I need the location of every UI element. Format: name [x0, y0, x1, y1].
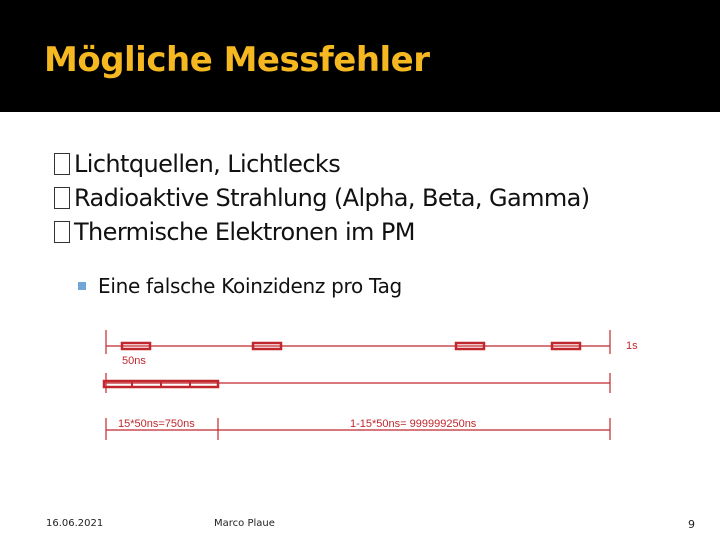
label-rest-time: 1-15*50ns= 999999250ns [350, 418, 477, 430]
slide-title: Mögliche Messfehler [44, 40, 430, 80]
bullet-text: Lichtquellen, Lichtlecks [74, 150, 341, 178]
footer-date: 16.06.2021 [46, 518, 104, 529]
label-1s: 1s [626, 340, 638, 352]
footer-author: Marco Plaue [214, 518, 275, 529]
bullet-text: Thermische Elektronen im PM [74, 218, 415, 246]
sub-bullet-text: Eine falsche Koinzidenz pro Tag [98, 274, 402, 298]
page-number: 9 [688, 518, 695, 531]
label-750ns: 15*50ns=750ns [118, 418, 195, 430]
bullet-text: Radioaktive Strahlung (Alpha, Beta, Gamma) [74, 184, 590, 212]
label-50ns: 50ns [122, 355, 146, 367]
